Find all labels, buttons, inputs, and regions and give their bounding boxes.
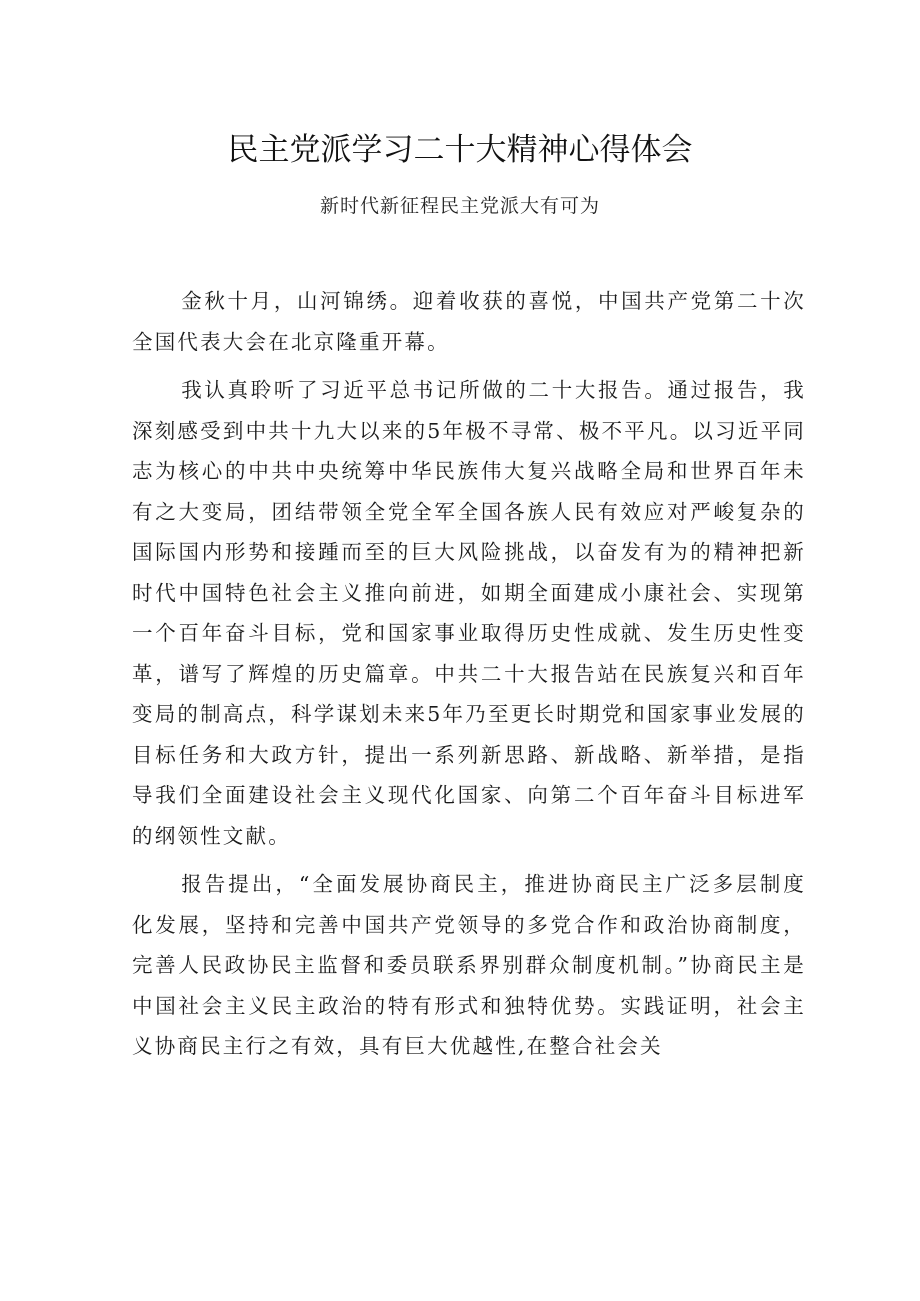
document-subtitle: 新时代新征程民主党派大有可为 (319, 195, 600, 217)
document-body (132, 281, 806, 1067)
paragraph: 报告提出，“全面发展协商民主，推进协商民主广泛多层制度化发展，坚持和完善中国共产党领导的多党合作和政治协商制度，完善人民政协民主监督和委员联系界别群众制度机制。”协商民主是中国社会主义民主政治的特有形式和独特优势。实践证明，社会主义协商民主行之有效，具有巨大优越性,在整合社会关 (132, 872, 806, 1058)
paragraph: 金秋十月，山河锦绣。迎着收获的喜悦，中国共产党第二十次全国代表大会在北京隆重开幕。 (132, 289, 806, 354)
paragraph: 我认真聆听了习近平总书记所做的二十大报告。通过报告，我深刻感受到中共十九大以来的5年极不寻常、极不平凡。以习近平同志为核心的中共中央统筹中华民族伟大复兴战略全局和世界百年未有之大变局，团结带领全党全军全国各族人民有效应对严峻复杂的国际国内形势和接踵而至的巨大风险挑战，以奋发有为的精神把新时代中国特色社会主义推向前进，如期全面建成小康社会、实现第一个百年奋斗目标，党和国家事业取得历史性成就、发生历史性变革，谱写了辉煌的历史篇章。中共二十大报告站在民族复兴和百年变局的制高点，科学谋划未来5年乃至更长时期党和国家事业发展的目标任务和大政方针，提出一系列新思路、新战略、新举措，是指导我们全面建设社会主义现代化国家、向第二个百年奋斗目标进军的纲领性文献。 (132, 378, 806, 848)
document-title: 民主党派学习二十大精神心得体会 (227, 132, 693, 168)
